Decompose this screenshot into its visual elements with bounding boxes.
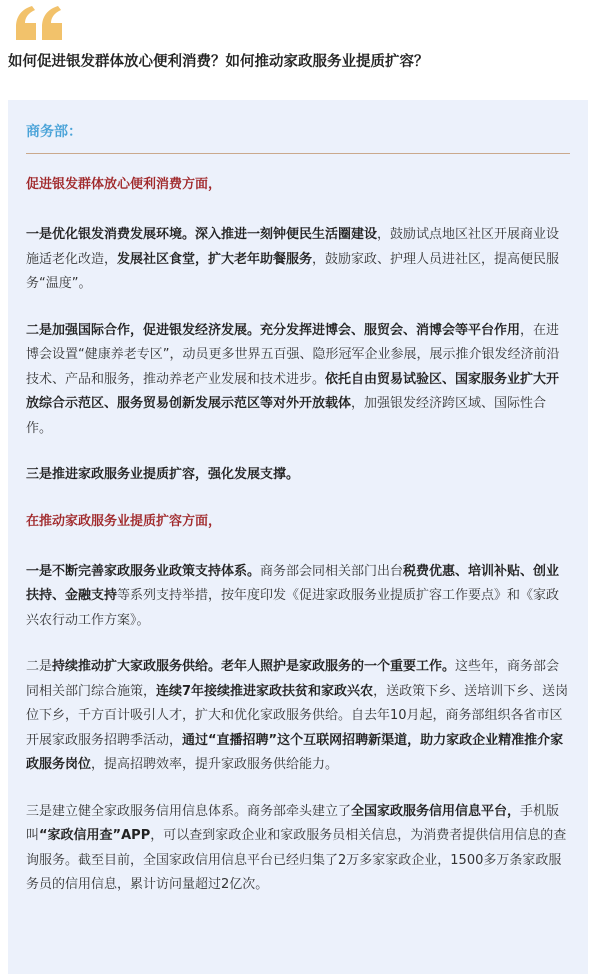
paragraph-4	[26, 560, 570, 634]
quote-icon	[14, 6, 66, 42]
p6-text-1: 三是建立健全家政服务信用信息体系。商务部牵头建立了	[26, 803, 352, 819]
p5-text-1: 二是	[26, 659, 53, 674]
question-title: 如何促进银发群体放心便利消费？如何推动家政服务业提质扩容？	[8, 54, 429, 70]
paragraph-1	[26, 223, 570, 297]
section-title-silver-consumption: 促进银发群体放心便利消费方面，	[26, 177, 222, 192]
p5-text-4: ，提高招聘效率，提升家政服务供给能力。	[91, 757, 339, 772]
p2-bold-1: 二是加强国际合作，促进银发经济发展。充分发挥进博会、服贸会、消博会等平台作用	[26, 322, 521, 338]
p1-bold-2: 发展社区食堂，扩大老年助餐服务	[117, 251, 313, 267]
p6-text-3: ，可以查到家政企业和家政服务员相关信息，为消费者提供信用信息的查询服务。截至目前，全国家政信用信息平台已经归集了2万多家家政企业，1500多万条家政服务员的信用信息，累计访问量超过2亿次。	[26, 828, 567, 892]
p4-bold-3: 税费优惠、培训补贴、创业扶持、金融支持	[26, 563, 560, 603]
p4-bold-2: 不断完善家政服务业政策支持体系。	[52, 563, 261, 579]
p5-bold-1: 持续推动扩大家政服务供给。老年人照护是家政服务的一个重要工作。	[52, 659, 456, 674]
p5-bold-2: 连续7年接续推进家政扶贫和家政兴农	[156, 683, 374, 699]
p5-text-3: ，送政策下乡、送培训下乡、送岗位下乡，千方百计吸引人才，扩大和优化家政服务供给。自去年10月起，商务部组织各省市区开展家政服务招聘季活动，	[26, 683, 569, 748]
p6-bold-2: “家政信用查”APP	[39, 828, 151, 843]
answer-panel	[8, 100, 588, 974]
p2-text-2: ，加强银发经济跨区域、国际性合作。	[26, 396, 547, 436]
department-label: 商务部：	[26, 100, 570, 154]
quote-mark-left	[16, 6, 36, 40]
p2-bold-2: 依托自由贸易试验区、国家服务业扩大开放综合示范区、服务贸易创新发展示范区等对外开放载体	[26, 371, 560, 411]
p1-bold-1: 一是优化银发消费发展环境。深入推进一刻钟便民生活圈建设	[26, 227, 378, 242]
p4-bold-1: 一是	[26, 563, 53, 579]
paragraph-6	[26, 800, 570, 898]
p5-text-2: 这些年，商务部会同相关部门综合施策，	[26, 659, 560, 699]
p4-text-2: 等系列支持举措，按年度印发《促进家政服务业提质扩容工作要点》和《家政兴农行动工作方案》。	[26, 588, 560, 628]
paragraph-5	[26, 655, 570, 778]
paragraph-3	[26, 463, 570, 488]
p5-bold-3: 通过“直播招聘”这个互联网招聘新渠道，助力家政企业精准推介家政服务岗位	[26, 732, 564, 772]
p2-text-1: ，在进博会设置“健康养老专区”，动员更多世界五百强、隐形冠军企业参展，展示推介银发经济前沿技术、产品和服务，推动养老产业发展和技术进步。	[26, 322, 560, 387]
p3-bold: 三是推进家政服务业提质扩容，强化发展支撑。	[26, 467, 300, 482]
p1-text-1: ，鼓励试点地区社区开展商业设施适老化改造，	[26, 227, 560, 267]
p6-bold-1: 全国家政服务信用信息平台，	[351, 803, 521, 819]
section-title-housekeeping: 在推动家政服务业提质扩容方面，	[26, 513, 222, 529]
p4-text-1: 商务部会同相关部门出台	[260, 563, 404, 579]
paragraph-2	[26, 319, 570, 442]
quote-mark-right	[42, 6, 62, 40]
p1-text-2: ，鼓励家政、护理人员进社区，提高便民服务“温度”。	[26, 251, 560, 291]
p6-text-2: 手机版叫	[26, 803, 560, 843]
